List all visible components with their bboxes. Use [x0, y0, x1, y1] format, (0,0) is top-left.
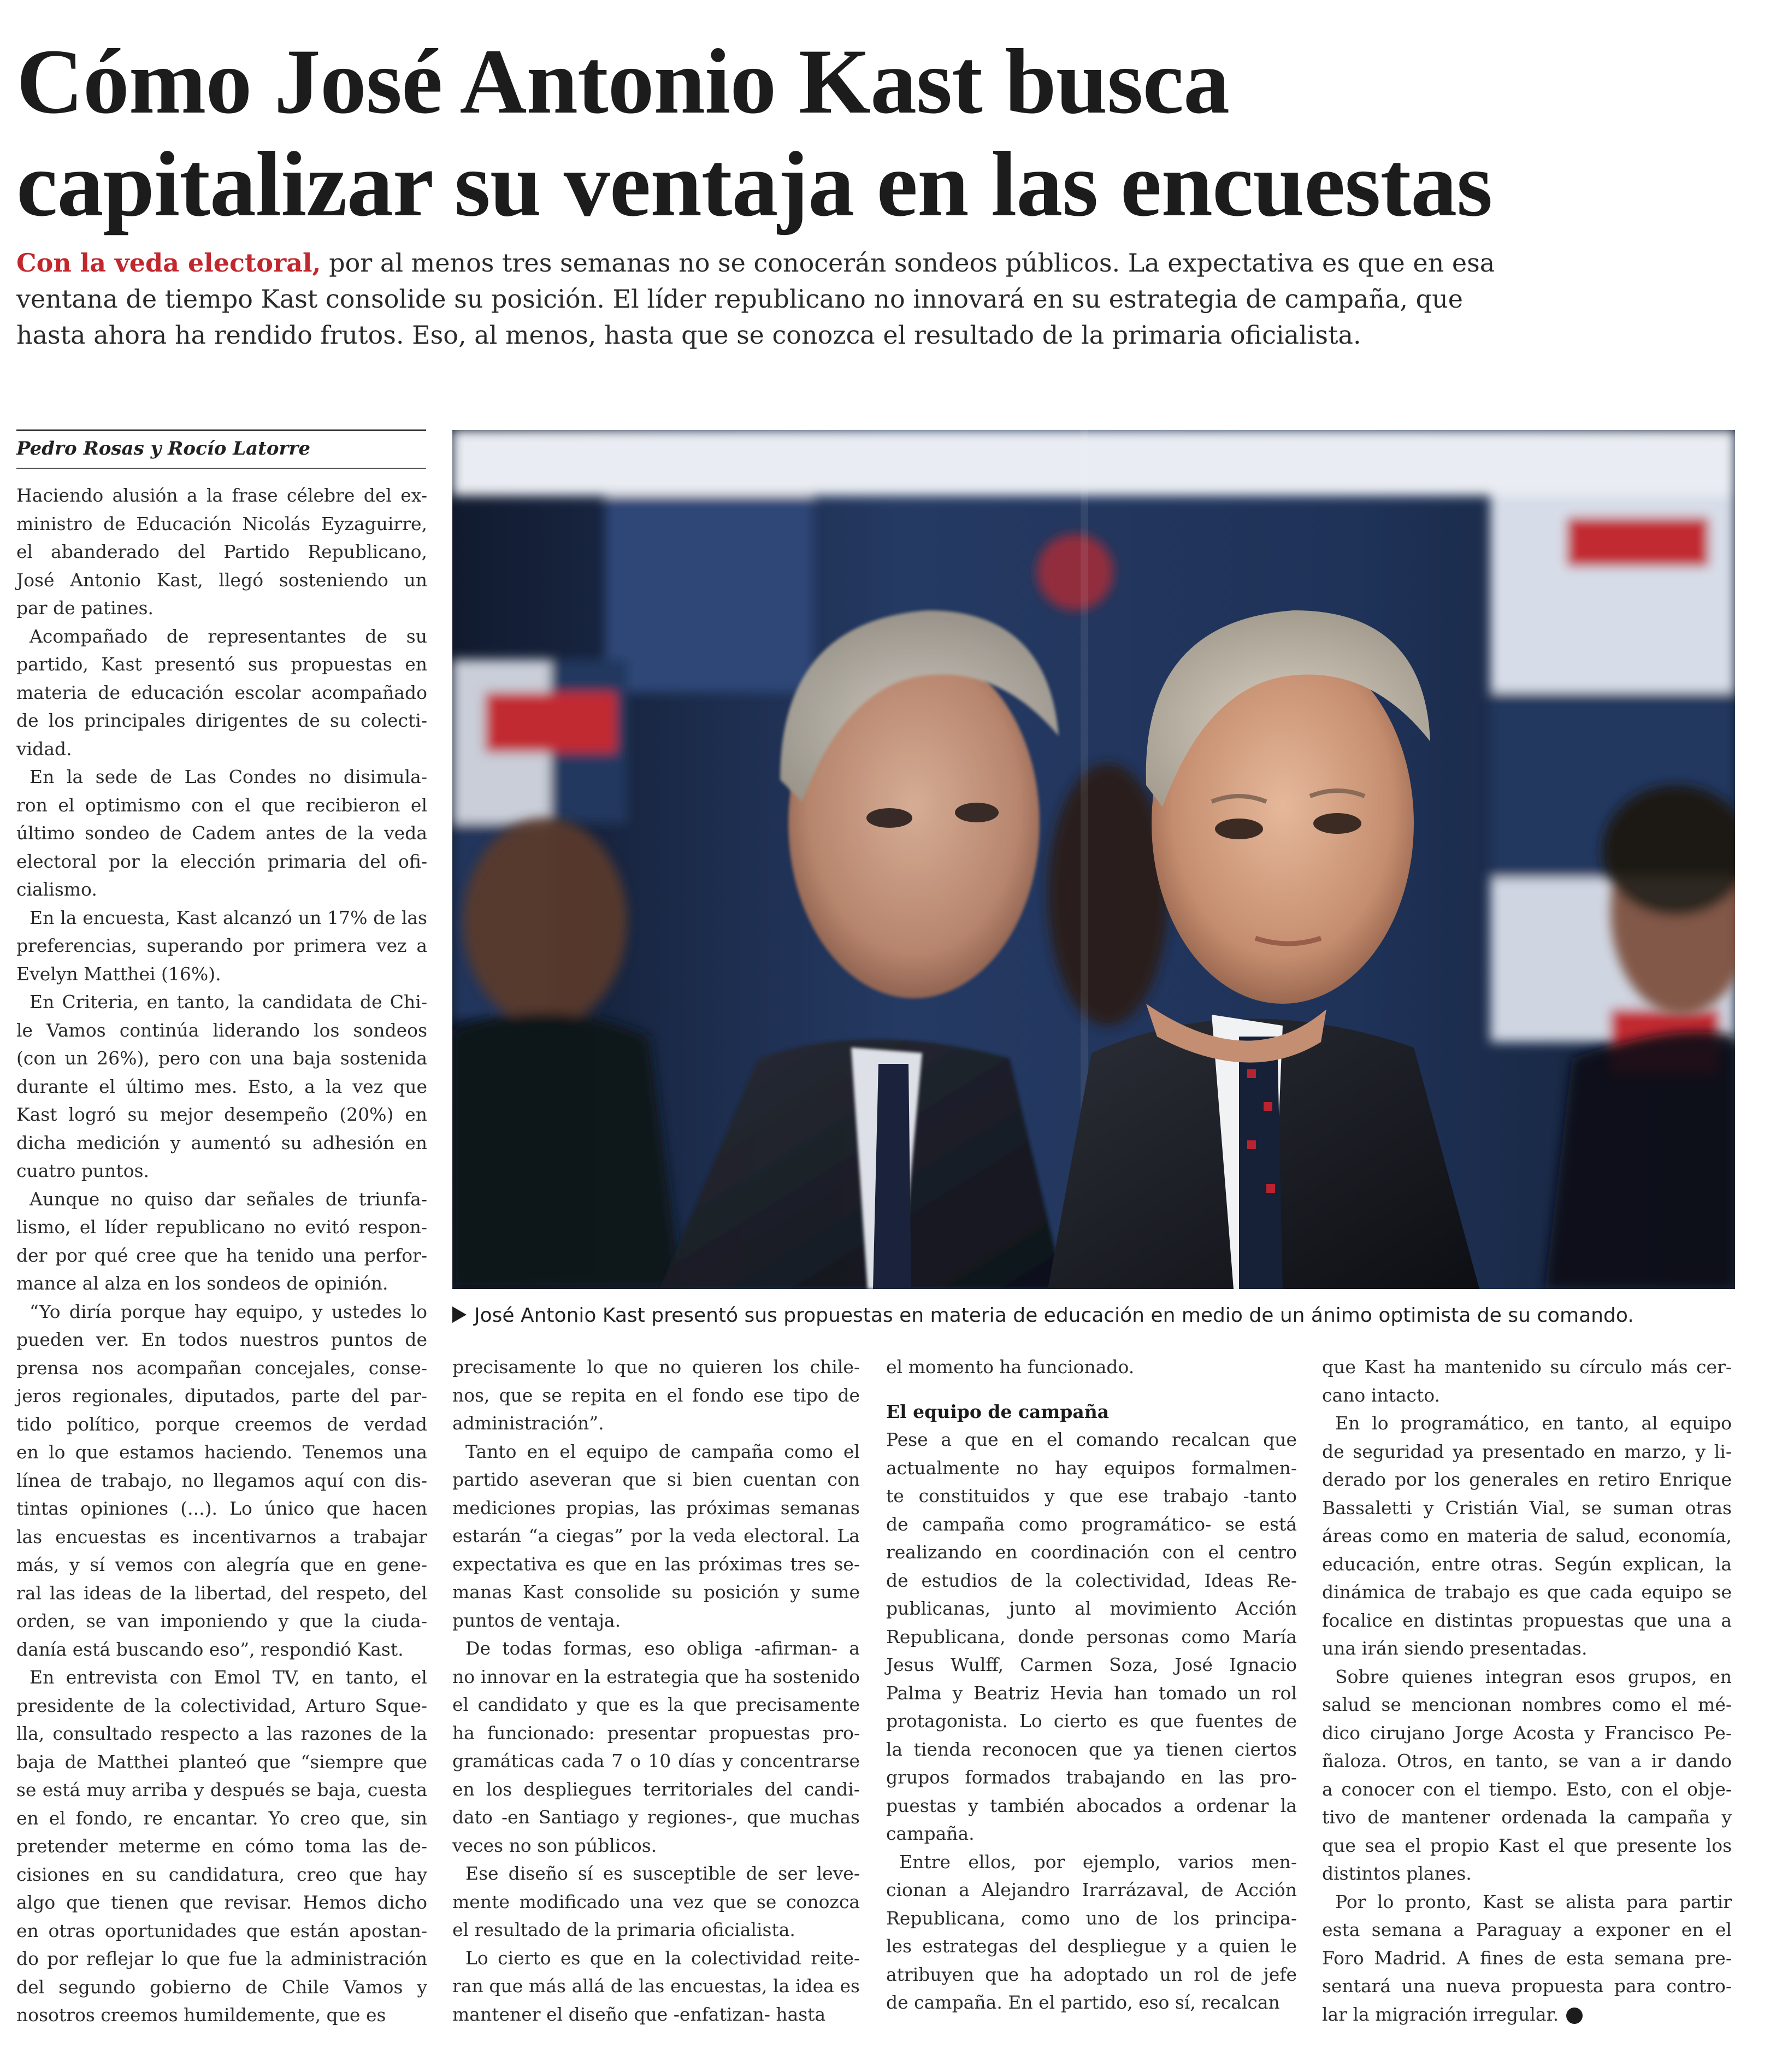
text-line: pueden ver. En todos nuestros puntos de — [16, 1329, 427, 1350]
text-line: mantener el diseño que -enfatizan- hasta — [452, 2003, 826, 2025]
text-line: Foro Madrid. A fines de esta semana pre- — [1322, 1947, 1732, 1969]
caption-arrow-icon — [452, 1306, 467, 1323]
text-line: Evelyn Matthei (16%). — [16, 963, 221, 985]
text-line: par de patines. — [16, 597, 154, 619]
text-line: no innovar en la estrategia que ha sostenido — [452, 1665, 860, 1687]
text-line: áreas como en materia de salud, economía, — [1322, 1525, 1732, 1546]
text-line: Por lo pronto, Kast se alista para partir — [1335, 1891, 1732, 1912]
text-line: En la encuesta, Kast alcanzó un 17% de las — [30, 906, 427, 928]
lede-line: ventana de tiempo Kast consolide su posición. El líder republicano no innovará en su estrategia de campaña, que — [16, 284, 1463, 314]
text-line: cuatro puntos. — [16, 1160, 149, 1181]
text-line: de campaña como programático- se está — [886, 1513, 1297, 1535]
text-line: José Antonio Kast, llegó sosteniendo un — [16, 569, 427, 591]
text-line: Bassaletti y Cristián Vial, se suman otras — [1322, 1497, 1732, 1518]
text-line: publicanas, junto al movimiento Acción — [886, 1598, 1297, 1619]
text-line: cano intacto. — [1322, 1384, 1441, 1406]
text-line: orden, se van imponiendo y que la ciuda- — [16, 1610, 427, 1632]
lede-text: por al menos tres semanas no se conocerán sondeos públicos. La expectativa es que en esa — [321, 248, 1495, 278]
text-line: grupos formados trabajando en las pro- — [886, 1767, 1297, 1788]
text-line: jeros regionales, diputados, parte del par- — [16, 1385, 427, 1406]
text-line: dinámica de trabajo es que cada equipo se — [1322, 1581, 1732, 1603]
lede-highlight: Con la veda electoral, — [16, 248, 321, 278]
text-line: expectativa es que en las próximas tres se- — [452, 1553, 860, 1575]
text-line: mance al alza en los sondeos de opinión. — [16, 1273, 388, 1294]
text-line: el momento ha funcionado. — [886, 1356, 1135, 1378]
text-line: partido aseveran que si bien cuentan con — [452, 1469, 860, 1490]
text-line: cionan a Alejandro Irarrázaval, de Acción — [886, 1879, 1297, 1900]
text-line: le Vamos continúa liderando los sondeos — [16, 1019, 427, 1041]
text-line: actualmente no hay equipos formalmen- — [886, 1457, 1297, 1479]
text-line: protagonista. Lo cierto es que fuentes de — [886, 1710, 1297, 1732]
text-line: pretender meterme en cómo toma las de- — [16, 1835, 427, 1857]
text-line: Lo cierto es que en la colectividad reite- — [465, 1947, 860, 1969]
text-line: estarán “a ciegas” por la veda electoral. La — [452, 1525, 860, 1546]
lede-line: hasta ahora ha rendido frutos. Eso, al menos, hasta que se conozca el resultado de la primaria oficialista. — [16, 320, 1361, 350]
text-line: electoral por la elección primaria del ofi- — [16, 850, 427, 872]
text-line: dico cirujano Jorge Acosta y Francisco Pe- — [1322, 1722, 1732, 1744]
text-line: precisamente lo que no quieren los chile- — [452, 1356, 860, 1378]
text-line: Tanto en el equipo de campaña como el — [465, 1440, 860, 1462]
text-line: ron el optimismo con el que recibieron el — [16, 794, 427, 816]
text-line: Palma y Beatriz Hevia han tomado un rol — [886, 1682, 1297, 1704]
text-line: tido político, porque creemos de verdad — [16, 1413, 427, 1435]
text-line: esta semana a Paraguay a exponer en el — [1322, 1919, 1732, 1940]
text-line: de los principales dirigentes de su colecti- — [16, 710, 427, 731]
text-line: veces no son públicos. — [452, 1834, 657, 1856]
text-line: partido, Kast presentó sus propuestas en — [16, 654, 427, 675]
text-line: prensa nos acompañan concejales, conse- — [16, 1357, 427, 1379]
column-3-body — [886, 1426, 1297, 2017]
text-line: línea de trabajo, no llegamos aquí con dis- — [16, 1469, 427, 1491]
text-line: cisiones en su candidatura, creo que hay — [16, 1863, 427, 1885]
text-line: “Yo diría porque hay equipo, y ustedes lo — [30, 1300, 427, 1322]
text-line: más, y sí vemos con alegría que en gene- — [16, 1554, 427, 1575]
byline-rule-bottom — [16, 468, 426, 469]
text-line: lar la migración irregular. — [1322, 2000, 1732, 2029]
text-line: administración”. — [452, 1412, 604, 1434]
text-line: en otras oportunidades que están apostan- — [16, 1920, 427, 1941]
text-line: ñaloza. Otros, en tanto, se van a ir dando — [1322, 1750, 1732, 1771]
text-line: dicha medición y aumentó su adhesión en — [16, 1132, 427, 1153]
byline: Pedro Rosas y Rocío Latorre — [16, 438, 311, 460]
text-line: Aunque no quiso dar señales de triunfa- — [30, 1188, 427, 1210]
text-line: Acompañado de representantes de su — [30, 625, 427, 647]
text-line: ha funcionado: presentar propuestas pro- — [452, 1722, 860, 1744]
text-line: de seguridad ya presentado en marzo, y li- — [1322, 1440, 1732, 1462]
text-line: vidad. — [16, 738, 72, 760]
text-line: nosotros creemos humildemente, que es — [16, 2004, 386, 2026]
headline-line: capitalizar su ventaja en las encuestas — [16, 133, 1492, 236]
text-line: materia de educación escolar acompañado — [16, 681, 427, 703]
text-line: En Criteria, en tanto, la candidata de Chi- — [30, 991, 427, 1013]
text-line: salud se mencionan nombres como el mé- — [1322, 1694, 1732, 1715]
text-line: der por qué cree que ha tenido una perfor- — [16, 1244, 427, 1266]
text-line: mente modificado una vez que se conozca — [452, 1891, 860, 1912]
text-line: en los despliegues territoriales del candi- — [452, 1778, 860, 1800]
text-line: Kast logró su mejor desempeño (20%) en — [16, 1104, 427, 1125]
text-line: cialismo. — [16, 879, 97, 900]
text-line: En la sede de Las Condes no disimula- — [30, 766, 427, 787]
text-line: realizando en coordinación con el centro — [886, 1541, 1297, 1563]
text-line: en lo que estamos haciendo. Tenemos una — [16, 1441, 427, 1463]
text-line: distintos planes. — [1322, 1863, 1472, 1884]
text-line: presidente de la colectividad, Arturo Sque- — [16, 1694, 427, 1716]
text-line: en el fondo, re encantar. Yo creo que, sin — [16, 1807, 427, 1829]
article-column-1 — [16, 481, 427, 2029]
caption-text: José Antonio Kast presentó sus propuestas en materia de educación en medio de un ánimo optimista de su comando. — [474, 1304, 1634, 1327]
article-column-4 — [1322, 1353, 1732, 2028]
text-line: las encuestas es incentivarnos a trabajar — [16, 1526, 427, 1547]
text-line: el resultado de la primaria oficialista. — [452, 1919, 795, 1940]
text-line: atribuyen que ha adoptado un rol de jefe — [886, 1963, 1297, 1985]
text-line: gramáticas cada 7 o 10 días y concentrarse — [452, 1750, 860, 1771]
text-line: a conocer con el tiempo. Esto, con el obje- — [1322, 1778, 1732, 1800]
text-line: En entrevista con Emol TV, en tanto, el — [30, 1667, 427, 1688]
article-photo — [452, 430, 1735, 1289]
text-line: puntos de ventaja. — [452, 1609, 621, 1631]
text-line: focalice en distintas propuestas que una a — [1322, 1609, 1732, 1631]
text-line: De todas formas, eso obliga -afirman- a — [465, 1638, 860, 1659]
headline — [16, 30, 1754, 236]
text-line: algo que tienen que revisar. Hemos dicho — [16, 1892, 427, 1913]
text-line: Pese a que en el comando recalcan que — [886, 1429, 1297, 1450]
text-line: puestas y también abocados a ordenar la — [886, 1794, 1297, 1816]
text-line: les estrategas del despliegue y a quien le — [886, 1935, 1297, 1957]
text-line: Ese diseño sí es susceptible de ser leve- — [465, 1863, 860, 1884]
photo-caption — [452, 1300, 1735, 1331]
end-mark-icon — [1566, 2008, 1583, 2024]
text-line: educación, entre otras. Según explican, la — [1322, 1553, 1732, 1575]
text-line: lla, consultado respecto a las razones de la — [16, 1723, 427, 1744]
text-line: campaña. — [886, 1823, 975, 1844]
text-line: Republicana, como uno de los principa- — [886, 1907, 1297, 1929]
text-line: durante el último mes. Esto, a la vez que — [16, 1075, 427, 1097]
headline-line: Cómo José Antonio Kast busca — [16, 30, 1230, 133]
text-line: te constituidos y que ese trabajo -tanto — [886, 1485, 1297, 1506]
text-line: tivo de mantener ordenada la campaña y — [1322, 1806, 1732, 1828]
text-line: que sea el propio Kast el que presente los — [1322, 1834, 1732, 1856]
subhead: El equipo de campaña — [886, 1400, 1110, 1422]
text-line: sentará una nueva propuesta para contro- — [1322, 1975, 1732, 1997]
photo-illustration — [452, 430, 1735, 1289]
text-line: baja de Matthei planteó que “siempre que — [16, 1751, 427, 1773]
text-line: do por reflejar lo que fue la administración — [16, 1948, 427, 1969]
text-line: se está muy arriba y después se baja, cuesta — [16, 1779, 427, 1800]
text-line: lismo, el líder republicano no evitó respon- — [16, 1216, 427, 1238]
text-line: del segundo gobierno de Chile Vamos y — [16, 1976, 427, 1998]
text-line: que Kast ha mantenido su círculo más cer- — [1322, 1356, 1732, 1378]
text-line: En lo programático, en tanto, al equipo — [1335, 1412, 1732, 1434]
text-line: Sobre quienes integran esos grupos, en — [1335, 1665, 1732, 1687]
text-line: el candidato y que es la que precisamente — [452, 1694, 860, 1715]
text-line: derado por los generales en retiro Enrique — [1322, 1469, 1732, 1490]
text-line: manas Kast consolide su posición y sume — [452, 1581, 860, 1603]
text-line: danía está buscando eso”, respondió Kast. — [16, 1638, 404, 1660]
article-column-3 — [886, 1353, 1297, 2017]
text-line: de campaña. En el partido, eso sí, recalcan — [886, 1992, 1280, 2013]
text-line: mediciones propias, las próximas semanas — [452, 1497, 860, 1518]
text-line: una irán siendo presentadas. — [1322, 1638, 1588, 1659]
text-line: Entre ellos, por ejemplo, varios men- — [899, 1851, 1297, 1873]
article-column-2 — [452, 1353, 860, 2028]
text-line: el abanderado del Partido Republicano, — [16, 541, 427, 562]
text-line: preferencias, superando por primera vez a — [16, 935, 427, 956]
text-line: nos, que se repita en el fondo ese tipo de — [452, 1384, 860, 1406]
text-line: Haciendo alusión a la frase célebre del ex- — [16, 485, 427, 506]
text-line: la tienda reconocen que ya tienen ciertos — [886, 1738, 1297, 1760]
text-line: tintas opiniones (...). Lo único que hacen — [16, 1498, 427, 1519]
text-line: dato -en Santiago y regiones-, que muchas — [452, 1806, 860, 1828]
column-3-lead — [886, 1353, 1297, 1381]
text-line: Jesus Wulff, Carmen Soza, José Ignacio — [886, 1654, 1297, 1675]
lede-line — [16, 245, 1601, 281]
text-line: ral las ideas de la libertad, del respeto, del — [16, 1582, 427, 1604]
text-line: Republicana, donde personas como María — [886, 1626, 1297, 1647]
text-line: ministro de Educación Nicolás Eyzaguirre, — [16, 513, 427, 534]
text-line: último sondeo de Cadem antes de la veda — [16, 822, 427, 844]
text-line: ran que más allá de las encuestas, la idea es — [452, 1975, 860, 1997]
text-line: (con un 26%), pero con una baja sostenida — [16, 1047, 427, 1069]
text-line: de estudios de la colectividad, Ideas Re- — [886, 1569, 1297, 1591]
lede — [16, 245, 1601, 353]
byline-rule-top — [16, 429, 426, 431]
